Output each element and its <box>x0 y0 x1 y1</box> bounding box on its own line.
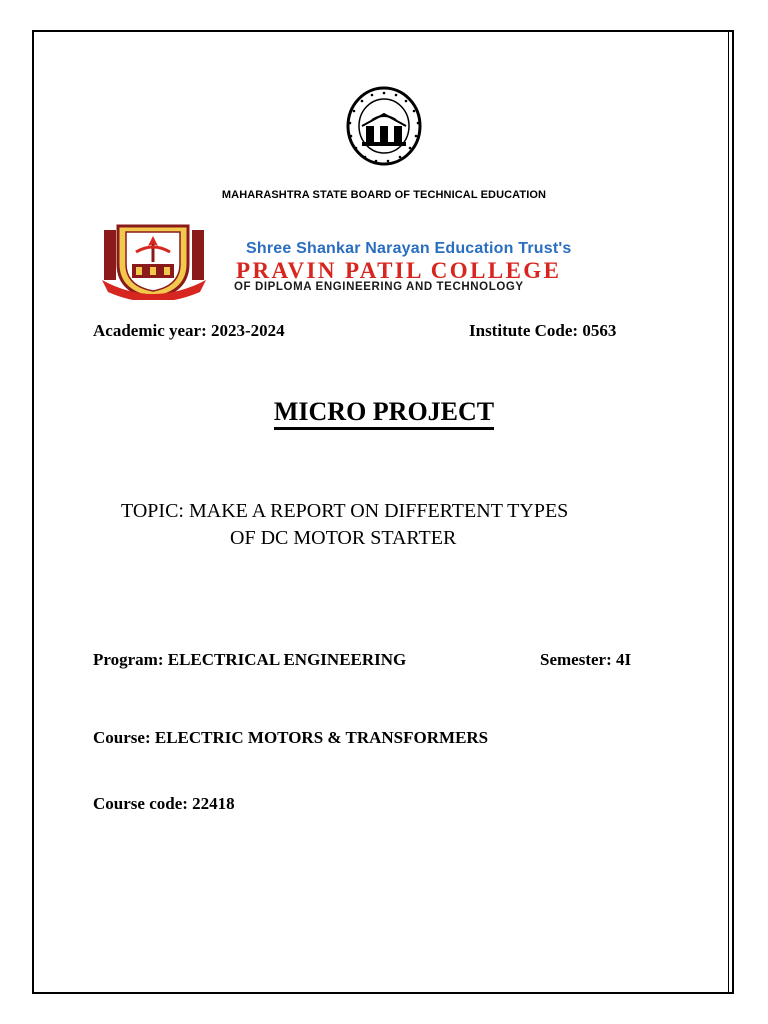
msbte-seal-logo <box>332 86 436 166</box>
college-subtitle: OF DIPLOMA ENGINEERING AND TECHNOLOGY <box>234 281 524 293</box>
course: Course: ELECTRIC MOTORS & TRANSFORMERS <box>93 728 489 747</box>
page-title-text: MICRO PROJECT <box>274 397 494 430</box>
institute-code: Institute Code: 0563 <box>469 321 617 340</box>
page-title <box>0 397 768 427</box>
academic-year: Academic year: 2023-2024 <box>93 321 285 340</box>
semester: Semester: 4I <box>540 650 632 669</box>
course-code: Course code: 22418 <box>93 794 235 813</box>
topic-line-2: OF DC MOTOR STARTER <box>230 527 457 549</box>
program: Program: ELECTRICAL ENGINEERING <box>93 650 407 669</box>
topic-line-1: TOPIC: MAKE A REPORT ON DIFFERTENT TYPES <box>121 500 569 522</box>
trust-name: Shree Shankar Narayan Education Trust's <box>246 240 572 257</box>
college-name: PRAVIN PATIL COLLEGE <box>236 258 562 283</box>
college-emblem-logo <box>96 222 224 300</box>
board-title: MAHARASHTRA STATE BOARD OF TECHNICAL EDUCATION <box>221 189 547 201</box>
